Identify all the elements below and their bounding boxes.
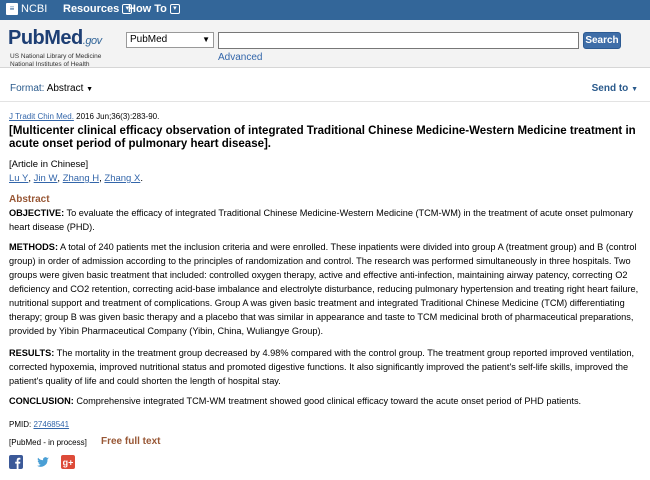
format-bar bbox=[0, 68, 650, 102]
abstract-heading: Abstract bbox=[9, 194, 50, 205]
pmid-link[interactable]: 27468541 bbox=[33, 420, 70, 429]
nlm-line-1: US National Library of Medicine bbox=[10, 53, 102, 60]
author-list: Lu Y , Jin W , Zhang H , Zhang X . bbox=[9, 173, 143, 184]
objective-text: To evaluate the efficacy of integrated Traditional Chinese Medicine-Western Medicine (TCM-WM) in the treatment of acute onset pulmonary heart disease (PHD). bbox=[9, 208, 634, 232]
ncbi-topbar bbox=[0, 0, 650, 20]
pubmed-logo-gov: .gov bbox=[82, 35, 102, 47]
howto-menu[interactable] bbox=[128, 3, 180, 15]
pubmed-header bbox=[0, 20, 650, 68]
pubmed-logo[interactable] bbox=[8, 27, 102, 50]
citation-details: 2016 Jun;36(3):283-90. bbox=[73, 112, 160, 121]
send-to-label: Send to bbox=[591, 83, 629, 94]
ncbi-label: NCBI bbox=[21, 3, 48, 15]
facebook-icon[interactable] bbox=[9, 455, 23, 469]
methods-label: METHODS: bbox=[9, 242, 58, 252]
ncbi-logo[interactable] bbox=[6, 3, 47, 15]
howto-label: How To bbox=[128, 3, 167, 15]
pubmed-logo-text: PubMed bbox=[8, 27, 83, 49]
twitter-icon[interactable] bbox=[36, 455, 50, 469]
author-link[interactable]: Zhang X bbox=[104, 173, 141, 184]
format-label: Format: bbox=[10, 83, 45, 94]
abstract-objective bbox=[9, 206, 639, 234]
abstract-results bbox=[9, 346, 639, 388]
caret-down-icon: ▼ bbox=[631, 86, 638, 93]
article-language: [Article in Chinese] bbox=[9, 159, 89, 170]
database-select-value: PubMed bbox=[130, 34, 168, 45]
journal-link[interactable]: J Tradit Chin Med. bbox=[9, 112, 74, 121]
objective-label: OBJECTIVE: bbox=[9, 208, 65, 218]
chevron-down-icon: ▼ bbox=[202, 35, 210, 44]
conclusion-text: Comprehensive integrated TCM-WM treatment showed good clinical efficacy toward the acute onset period of PHD patients. bbox=[73, 396, 582, 406]
send-to-menu[interactable] bbox=[592, 83, 638, 94]
format-value: Abstract bbox=[46, 83, 84, 94]
database-select[interactable] bbox=[126, 32, 214, 48]
pmid-label: PMID: bbox=[9, 420, 32, 429]
nlm-line-2: National Institutes of Health bbox=[10, 61, 90, 68]
svg-text:g+: g+ bbox=[62, 457, 74, 468]
google-plus-icon[interactable] bbox=[61, 455, 75, 469]
caret-down-icon: ▼ bbox=[86, 86, 94, 93]
results-text: The mortality in the treatment group decreased by 4.98% compared with the control group. The treatment group reported improved ventilation, corrected hypoxemia, improved nutritional status and promoted digestive functions. It also significantly improved the patient's self-life skills, improved the patient's quality of life and could shorten the length of hospital stay. bbox=[9, 348, 635, 386]
results-label: RESULTS: bbox=[9, 348, 55, 358]
resources-label: Resources bbox=[63, 3, 120, 15]
ncbi-icon: ≡ bbox=[6, 3, 18, 15]
chevron-down-icon: ▾ bbox=[122, 4, 132, 14]
pubmed-status: [PubMed - in process] bbox=[9, 438, 87, 447]
search-button[interactable]: Search bbox=[583, 32, 621, 49]
article-title: [Multicenter clinical efficacy observation of integrated Traditional Chinese Medicine-Western Medicine treatment in acute onset period of pulmonary heart disease]. bbox=[9, 125, 636, 150]
citation bbox=[9, 112, 159, 121]
author-link[interactable]: Zhang H bbox=[62, 173, 100, 184]
resources-menu[interactable] bbox=[63, 3, 132, 15]
author-link[interactable]: Lu Y bbox=[9, 173, 29, 184]
free-full-text-link[interactable]: Free full text bbox=[101, 436, 161, 447]
abstract-methods bbox=[9, 240, 639, 338]
author-link[interactable]: Jin W bbox=[33, 173, 58, 184]
conclusion-label: CONCLUSION: bbox=[9, 396, 74, 406]
methods-text: A total of 240 patients met the inclusion criteria and were enrolled. These inpatients were divided into group A (treatment group) and B (control group) in order of admission according to the principles of randomization and control. The research was performed simultaneously in three hospitals. Two groups were given basic treatment that included: controlled oxygen therapy, active and effective anti-infection, maintaining airway patency, correcting O2 deficiency and CO2 retention, correcting acid-base imbalance and electrolyte disturbance, reducing pulmonary hypertension and treating right heart failure, nutritional support and treatment of complications. Group A was given basic treatment and integrated Traditional Chinese Medicine (TCM) differentiating therapy; group B was given basic therapy and a placebo that was similar in appearance and taste to TCM medicinal broth of pharmaceutical preparations, provided by Yibin Pharmaceutical Company (Yibin, China, Wuliangye Group). bbox=[9, 242, 639, 336]
format-selector[interactable] bbox=[10, 83, 93, 94]
abstract-conclusion bbox=[9, 394, 639, 408]
chevron-down-icon: ▾ bbox=[170, 4, 180, 14]
pmid bbox=[9, 420, 69, 429]
search-input[interactable] bbox=[218, 32, 579, 49]
advanced-search-link[interactable]: Advanced bbox=[218, 52, 263, 63]
